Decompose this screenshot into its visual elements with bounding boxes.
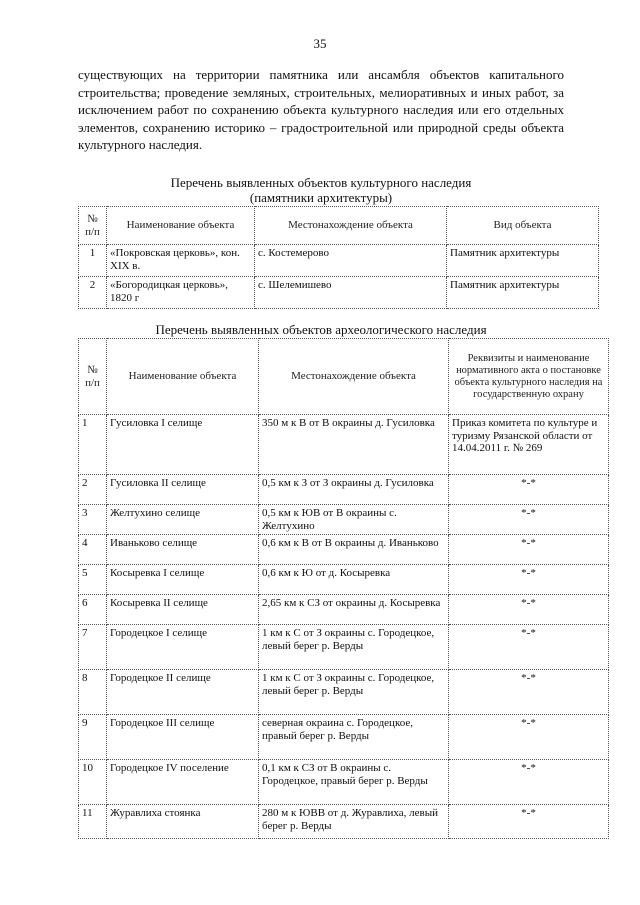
page-number: 35 [313,36,327,51]
row-number: 6 [79,595,107,625]
table-row [79,475,609,505]
header-name: Наименование объекта [107,339,259,415]
row-legal-act: *-* [449,805,609,839]
row-location: 0,6 км к Ю от д. Косыревка [259,565,449,595]
row-legal-act: *-* [449,475,609,505]
row-location: 2,65 км к СЗ от окраины д. Косыревка [259,595,449,625]
row-legal-act: *-* [449,505,609,535]
row-name: «Покровская церковь», кон. XIX в. [107,245,255,277]
row-location: 1 км к С от З окраины с. Городецкое, левый берег р. Верды [259,625,449,670]
row-number: 2 [79,277,107,309]
table-row [79,535,609,565]
archaeology-table [78,338,609,839]
row-location: 350 м к В от В окраины д. Гусиловка [259,415,449,475]
row-name: Городецкое I селище [107,625,259,670]
table1-title-line2: (памятники архитектуры) [249,190,393,205]
row-location: 0,6 км к В от В окраины д. Иваньково [259,535,449,565]
row-type: Памятник архитектуры [447,277,599,309]
row-number: 3 [79,505,107,535]
table-row [79,277,599,309]
header-type: Вид объекта [447,207,599,245]
table-row [79,670,609,715]
header-location: Местонахождение объекта [255,207,447,245]
header-number: № п/п [79,339,107,415]
row-name: Косыревка I селище [107,565,259,595]
row-number: 2 [79,475,107,505]
row-name: Журавлиха стоянка [107,805,259,839]
row-legal-act: *-* [449,760,609,805]
row-legal-act: *-* [449,625,609,670]
row-number: 11 [79,805,107,839]
header-legal-act: Реквизиты и наименование нормативного акта о постановке объекта культурного наследия на государственную охрану [449,339,609,415]
row-location: 0,5 км к З от З окраины д. Гусиловка [259,475,449,505]
table-row [79,625,609,670]
table-row [79,595,609,625]
row-legal-act: Приказ комитета по культуре и туризму Рязанской области от 14.04.2011 г. № 269 [449,415,609,475]
row-location: 280 м к ЮВВ от д. Журавлиха, левый берег р. Верды [259,805,449,839]
table-row [79,415,609,475]
row-name: Желтухино селище [107,505,259,535]
table-row [79,565,609,595]
row-number: 7 [79,625,107,670]
header-location: Местонахождение объекта [259,339,449,415]
table1-title-line1: Перечень выявленных объектов культурного наследия [170,175,472,190]
table-header-row [79,339,609,415]
table-row [79,805,609,839]
row-number: 5 [79,565,107,595]
row-number: 10 [79,760,107,805]
row-legal-act: *-* [449,715,609,760]
row-number: 1 [79,415,107,475]
table-row [79,245,599,277]
table1-title [78,175,564,205]
row-type: Памятник архитектуры [447,245,599,277]
row-location: 1 км к С от З окраины с. Городецкое, левый берег р. Верды [259,670,449,715]
row-number: 9 [79,715,107,760]
row-name: Городецкое II селище [107,670,259,715]
table2-title: Перечень выявленных объектов археологического наследия [155,322,487,337]
architecture-table [78,206,599,309]
row-legal-act: *-* [449,595,609,625]
row-number: 4 [79,535,107,565]
table-header-row [79,207,599,245]
row-location: 0,5 км к ЮВ от В окраины с. Желтухино [259,505,449,535]
header-number: № п/п [79,207,107,245]
row-legal-act: *-* [449,565,609,595]
row-name: «Богородицкая церковь», 1820 г [107,277,255,309]
row-legal-act: *-* [449,670,609,715]
row-name: Гусиловка II селище [107,475,259,505]
row-name: Городецкое IV поселение [107,760,259,805]
row-name: Городецкое III селище [107,715,259,760]
row-number: 1 [79,245,107,277]
body-paragraph: существующих на территории памятника или ансамбля объектов капитального строительства; проведение земляных, строительных, мелиоративных и иных работ, за исключением работ по сохранению объекта культурного наследия или его отдельных элементов, сохранению историко – градостроительной или природной среды объекта культурного наследия. [78,67,564,153]
row-location: северная окраина с. Городецкое, правый берег р. Верды [259,715,449,760]
table-row [79,505,609,535]
header-name: Наименование объекта [107,207,255,245]
table-row [79,715,609,760]
row-name: Гусиловка I селище [107,415,259,475]
row-number: 8 [79,670,107,715]
row-name: Иваньково селище [107,535,259,565]
table-row [79,760,609,805]
row-name: Косыревка II селище [107,595,259,625]
row-location: 0,1 км к СЗ от В окраины с. Городецкое, правый берег р. Верды [259,760,449,805]
row-legal-act: *-* [449,535,609,565]
row-location: с. Костемерово [255,245,447,277]
row-location: с. Шелемишево [255,277,447,309]
